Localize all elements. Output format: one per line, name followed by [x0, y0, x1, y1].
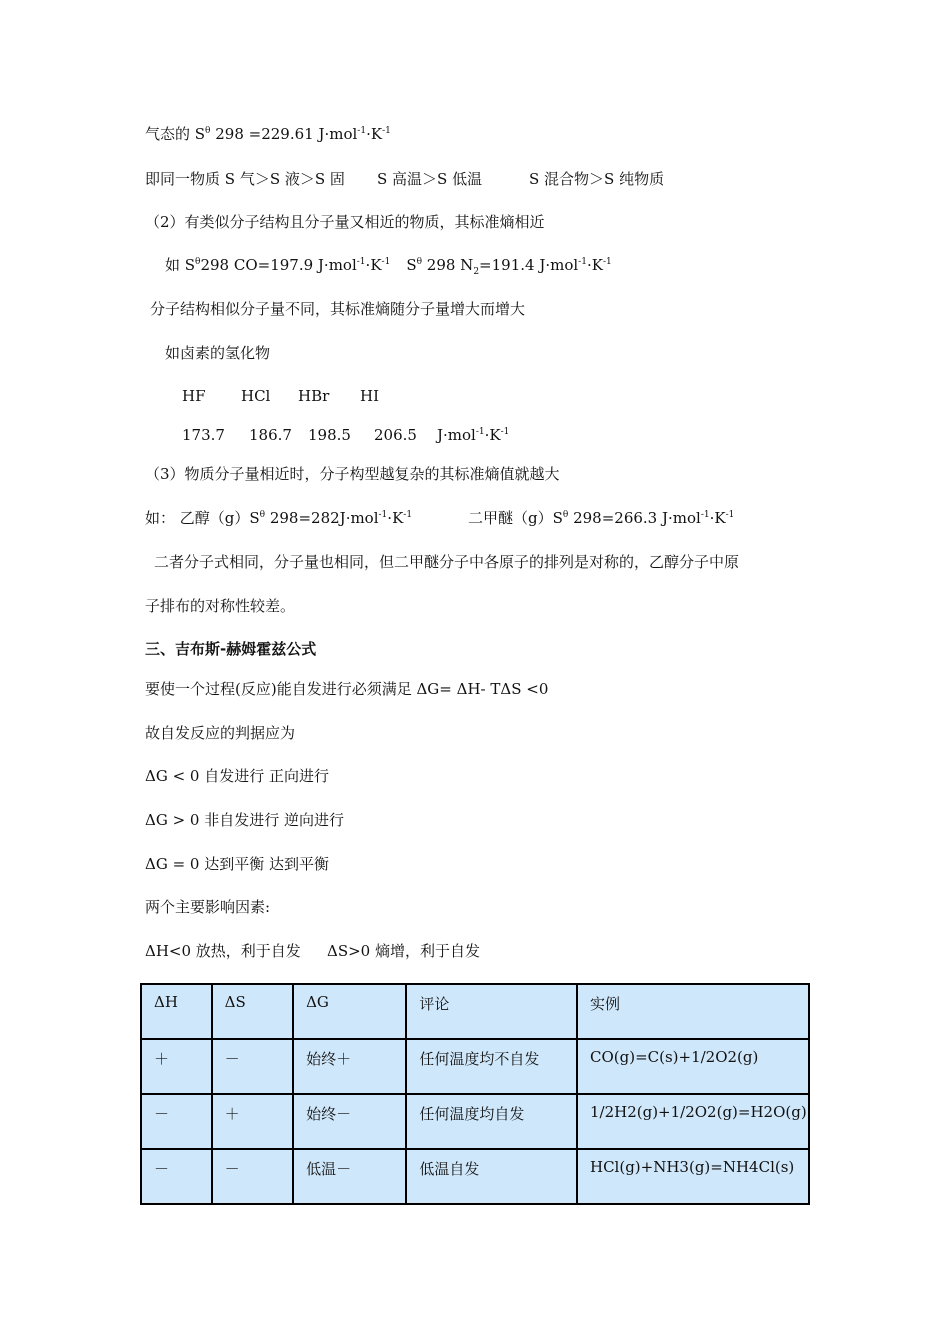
exponent: -1	[403, 510, 413, 520]
factors-intro-text: 两个主要影响因素:	[145, 898, 271, 916]
header-cell: 实例	[577, 984, 809, 1039]
factor-entropy: ΔS>0 熵增，利于自发	[327, 942, 480, 960]
text: 298 =229.61 J·mol	[210, 125, 358, 143]
molecular-weight-rule-text: 分子结构相似分子量不同，其标准熵随分子量增大而增大	[150, 300, 526, 318]
section-title: 三、吉布斯-赫姆霍兹公式	[145, 640, 317, 658]
entropy-mixture-text: S 混合物＞S 纯物质	[529, 170, 665, 188]
text: 如： 乙醇（g）S	[145, 509, 260, 527]
criterion-negative: ΔG < 0 自发进行 正向进行	[145, 767, 329, 785]
comparison-text-continued: 子排布的对称性较差。	[145, 597, 296, 615]
text: ·K	[586, 256, 603, 274]
factor-enthalpy: ΔH<0 放热，利于自发	[145, 942, 301, 960]
subscript: 2	[473, 267, 480, 277]
criterion-positive: ΔG > 0 非自发进行 逆向进行	[145, 811, 344, 829]
header-cell: 评论	[406, 984, 577, 1039]
text: ·K	[484, 426, 501, 444]
entropy-temperature-text: S 高温＞S 低温	[377, 170, 483, 188]
halide-hbr: HBr	[298, 387, 330, 405]
dimethyl-ether-example	[468, 508, 734, 528]
text: ·K	[366, 125, 383, 143]
text: 298 N	[422, 256, 474, 274]
header-cell: ΔS	[212, 984, 293, 1039]
table-cell: 低温自发	[406, 1149, 577, 1204]
criterion-intro-text: 故自发反应的判据应为	[145, 724, 296, 742]
table-row	[141, 1039, 809, 1094]
table-cell: 任何温度均不自发	[406, 1039, 577, 1094]
co-n2-example-line	[165, 255, 612, 275]
text: ·K	[365, 256, 382, 274]
exponent: -1	[381, 257, 391, 267]
text: 二甲醚（g）S	[468, 509, 563, 527]
table-header-row	[141, 984, 809, 1039]
table-cell: 1/2H2(g)+1/2O2(g)=H2O(g)	[577, 1094, 809, 1149]
halide-value-hf: 173.7	[182, 426, 225, 444]
exponent: -1	[382, 126, 391, 136]
table-cell: ＋	[212, 1094, 293, 1149]
halide-value-hi: 206.5	[374, 426, 417, 444]
table-cell: CO(g)=C(s)+1/2O2(g)	[577, 1039, 809, 1094]
table-row	[141, 1149, 809, 1204]
exponent: -1	[357, 126, 367, 136]
table-cell: 任何温度均自发	[406, 1094, 577, 1149]
halide-hcl: HCl	[241, 387, 271, 405]
halide-unit	[437, 425, 509, 445]
table-cell: －	[212, 1039, 293, 1094]
text: 298=266.3 J·mol	[568, 509, 701, 527]
theta-superscript: θ	[562, 510, 569, 520]
table-cell: －	[141, 1149, 212, 1204]
theta-superscript: θ	[259, 510, 266, 520]
text: 298=282J·mol	[265, 509, 379, 527]
exponent: -1	[700, 510, 710, 520]
text: 气态的 S	[145, 125, 206, 143]
table-cell: HCl(g)+NH3(g)=NH4Cl(s)	[577, 1149, 809, 1204]
table-cell: －	[212, 1149, 293, 1204]
header-cell: ΔH	[141, 984, 212, 1039]
entropy-order-line	[145, 169, 345, 189]
text: ·K	[709, 509, 726, 527]
gas-entropy-line	[145, 124, 391, 144]
exponent: -1	[378, 510, 388, 520]
halide-value-hbr: 198.5	[308, 426, 351, 444]
halide-hf: HF	[182, 387, 206, 405]
rule-3-text: （3）物质分子量相近时，分子构型越复杂的其标准熵值就越大	[145, 465, 560, 483]
exponent: -1	[475, 427, 485, 437]
exponent: -1	[602, 257, 612, 267]
text: ·K	[387, 509, 404, 527]
text: J·mol	[437, 426, 476, 444]
ethanol-example	[145, 508, 412, 528]
text: =191.4 J·mol	[479, 256, 579, 274]
criterion-zero: ΔG = 0 达到平衡 达到平衡	[145, 855, 329, 873]
exponent: -1	[356, 257, 366, 267]
table-cell: 始终－	[293, 1094, 406, 1149]
table-cell: －	[141, 1094, 212, 1149]
rule-2-text: （2）有类似分子结构且分子量又相近的物质，其标准熵相近	[145, 213, 545, 231]
text: 即同一物质 S 气＞S 液＞S 固	[145, 170, 345, 188]
halide-intro-text: 如卤素的氢化物	[165, 344, 271, 362]
text: S	[406, 256, 417, 274]
theta-superscript: θ	[205, 126, 211, 136]
table-row	[141, 1094, 809, 1149]
text: 如 S	[165, 256, 196, 274]
spontaneity-table	[140, 983, 810, 1205]
table-cell: 始终＋	[293, 1039, 406, 1094]
exponent: -1	[725, 510, 735, 520]
table-cell: ＋	[141, 1039, 212, 1094]
text: 298 CO=197.9 J·mol	[200, 256, 357, 274]
halide-value-hcl: 186.7	[249, 426, 292, 444]
exponent: -1	[500, 427, 510, 437]
exponent: -1	[578, 257, 587, 267]
table-cell: 低温－	[293, 1149, 406, 1204]
theta-superscript: θ	[195, 257, 201, 267]
theta-superscript: θ	[416, 257, 423, 267]
halide-hi: HI	[360, 387, 380, 405]
comparison-text: 二者分子式相同，分子量也相同，但二甲醚分子中各原子的排列是对称的，乙醇分子中原	[154, 553, 740, 571]
header-cell: ΔG	[293, 984, 406, 1039]
gibbs-formula-text: 要使一个过程(反应)能自发进行必须满足 ΔG= ΔH- TΔS <0	[145, 680, 549, 698]
